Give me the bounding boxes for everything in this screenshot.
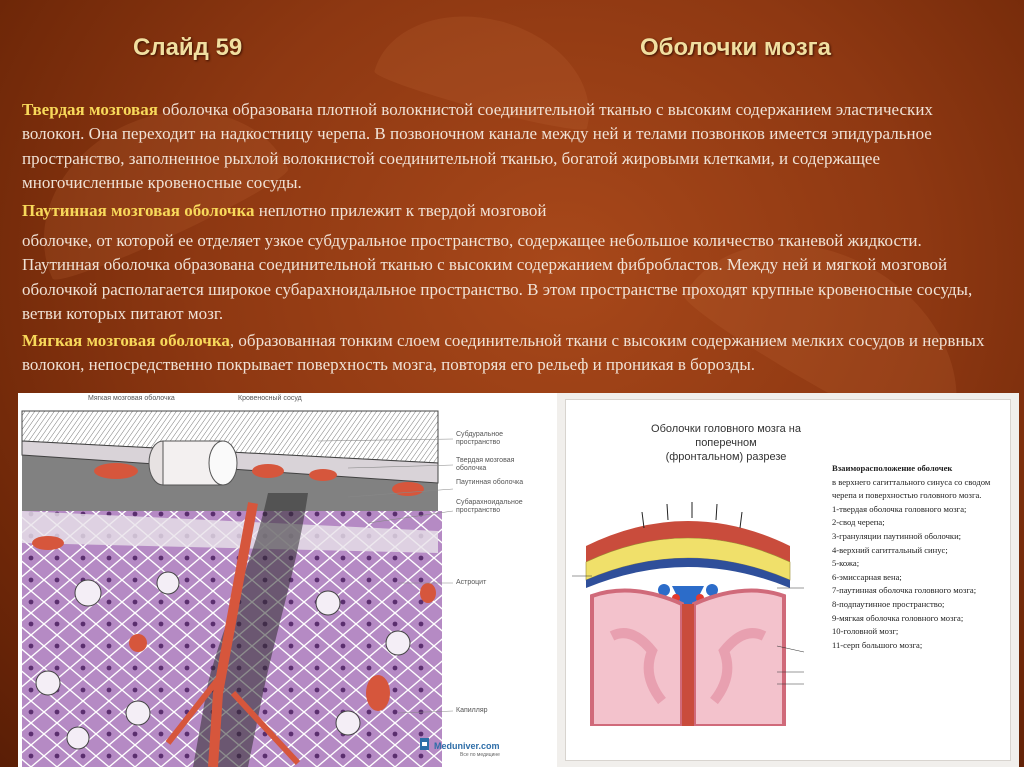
label-subdural-space: Субдуральное пространство xyxy=(456,431,504,446)
paragraph-dura-mater xyxy=(22,98,997,196)
label-arachnoid: Паутинная оболочка xyxy=(456,479,524,486)
legend-item: 2-свод черепа; xyxy=(832,517,885,528)
watermark-meduniver: Meduniver.com xyxy=(434,741,500,751)
watermark-subtitle: Все по медицине xyxy=(460,752,500,758)
meninges-frontal-section-diagram xyxy=(557,393,1019,767)
caption-line-1: Оболочки головного мозга на поперечном xyxy=(651,423,801,449)
label-capillary: Капилляр xyxy=(456,707,488,714)
legend-heading: Взаиморасположение оболочек xyxy=(832,463,953,473)
label-dura-mater: Твердая мозговая оболочка xyxy=(456,457,515,472)
label-subarachnoid-space: Субарахноидальное пространство xyxy=(456,499,523,514)
legend-item: 9-мягкая оболочка головного мозга; xyxy=(832,612,964,623)
label-pia-mater-top: Мягкая мозговая оболочка xyxy=(88,395,175,402)
legend-item: 4-верхний сагиттальный синус; xyxy=(832,544,948,555)
label-astrocyte: Астроцит xyxy=(456,579,487,586)
legend-intro: в верхнего сагиттального синуса со сводом черепа и поверхностью головного мозга. xyxy=(832,476,991,501)
paragraph-text: оболочка образована плотной волокнистой соединительной тканью с высоким содержанием эластических волокон. Она переходит на надкостницу черепа. В позвоночном канале между ней и телами позвонков имеется эпидуральное пространство, заполненное рыхлой волокнистой соединительной тканью, богатой жировыми клетками, и содержащее многочисленные кровеносные сосуды. xyxy=(22,100,933,193)
term-dura-mater: Твердая мозговая xyxy=(22,100,158,119)
legend-item: 5-кожа; xyxy=(832,558,860,569)
paragraph-text: , образованная тонким слоем соединительной ткани с высоким содержанием мелких сосудов и нервных волокон, непосредственно покрывает поверхность мозга, повторяя его рельеф и проникая в борозды. xyxy=(22,331,985,375)
legend-item: 7-паутинная оболочка головного мозга; xyxy=(832,585,977,596)
legend-item: 11-серп большого мозга; xyxy=(832,639,923,650)
diagram-caption xyxy=(626,422,826,464)
legend-item: 1-твердая оболочка головного мозга; xyxy=(832,503,967,514)
slide-title: Оболочки мозга xyxy=(640,34,831,61)
legend-item: 6-эмиссарная вена; xyxy=(832,571,902,582)
paragraph-arachnoid-body: оболочке, от которой ее отделяет узкое субдуральное пространство, содержащее небольшое количество тканевой жидкости. Паутинная оболочка образована соединительной тканью с высоким содержанием фибробластов. Между ней и мягкой мозговой оболочкой располагается широкое субарахноидальное пространство. В этом пространстве проходят крупные кровеносные сосуды, ветви которых питают мозг. xyxy=(22,231,973,324)
paragraph-text: неплотно прилежит к твердой мозговой xyxy=(254,201,547,220)
legend-item: 3-грануляции паутинной оболочки; xyxy=(832,530,962,541)
caption-line-2: (фронтальном) разрезе xyxy=(665,451,787,463)
frontal-section-drawing xyxy=(572,476,804,726)
diagram-legend xyxy=(832,462,1008,652)
diagram-frame xyxy=(565,399,1011,761)
paragraph-arachnoid-lead xyxy=(22,199,997,223)
slide-number: Слайд 59 xyxy=(133,34,243,61)
term-arachnoid: Паутинная мозговая оболочка xyxy=(22,201,255,220)
meninges-histology-illustration xyxy=(18,393,557,767)
legend-item: 8-подпаутинное пространство; xyxy=(832,598,945,609)
paragraph-pia-mater xyxy=(22,329,997,395)
legend-item: 10-головной мозг; xyxy=(832,626,899,637)
label-blood-vessel: Кровеносный сосуд xyxy=(238,395,302,402)
term-pia-mater: Мягкая мозговая оболочка xyxy=(22,331,230,350)
